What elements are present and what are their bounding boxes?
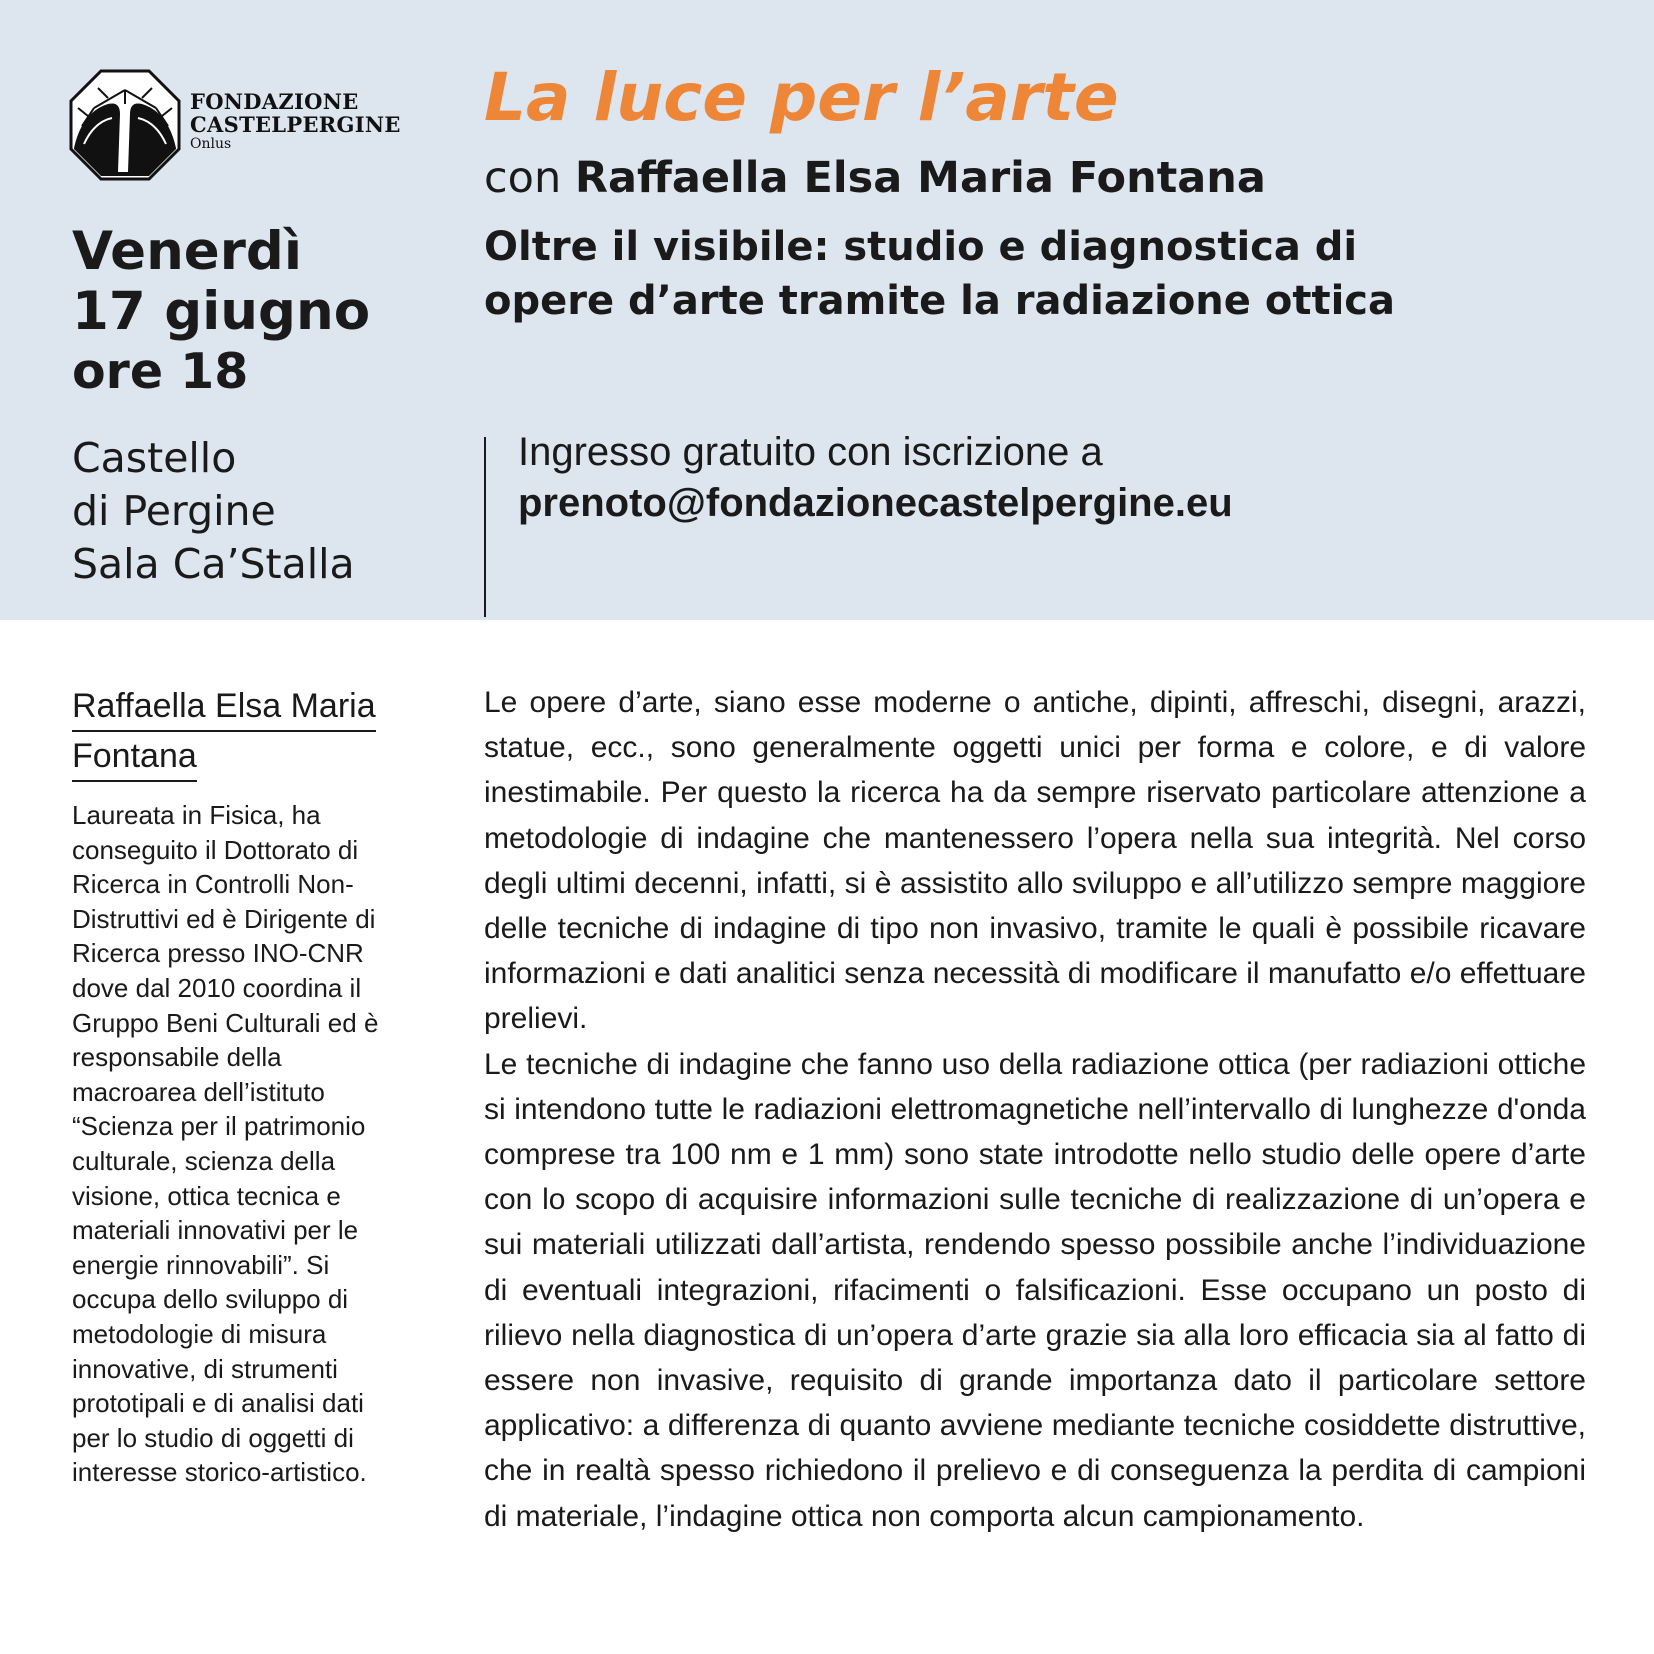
bio-name-line1: Raffaella Elsa Maria <box>72 684 376 732</box>
abstract-paragraph-2: Le tecniche di indagine che fanno uso della radiazione ottica (per radiazioni ottiche si intendono tutte le radiazioni elettromagnetiche nell’intervallo di lunghezze d'onda comprese tra 100 nm e 1 mm) sono state introdotte nello studio delle opere d’arte con lo scopo di acquisire informazioni sulle tecniche di realizzazione di un’opera e sui materiali utilizzati dall’artista, rendendo spesso possibile anche l’individuazione di eventuali integrazioni, rifacimenti o falsificazioni. Esse occupano un posto di rilievo nella diagnostica di un’opera d’arte grazie sia alla loro efficacia sia al fatto di essere non invasive, requisito di grande importanza dato il particolare settore applicativo: a differenza di quanto avviene mediante tecniche cosiddette distruttive, che in realtà spesso richiedono il prelievo e di conseguenza la perdita di campioni di materiale, l’indagine ottica non comporta alcun campionamento. <box>484 1047 1586 1533</box>
abstract-paragraph-1: Le opere d’arte, siano esse moderne o antiche, dipinti, affreschi, disegni, arazzi, statue, ecc., sono generalmente oggetti unici per forma e colore, e di valore inestimabile. Per questo la ricerca ha da sempre riservato particolare attenzione a metodologie di indagine che mantenessero l’opera nella sua integrità. Nel corso degli ultimi decenni, infatti, si è assistito allo sviluppo e all’utilizzo sempre maggiore delle tecniche di indagine di tipo non invasivo, tramite le quali è possibile ricavare informazioni e dati analitici senza necessità di modificare il manufatto e/o effettuare prelievi. <box>484 686 1586 1036</box>
speaker-bio <box>72 684 427 1490</box>
divider-line <box>484 437 486 617</box>
event-title: La luce per l’arte <box>484 59 1119 136</box>
registration-info <box>518 427 1233 529</box>
abstract <box>484 680 1586 1539</box>
speaker-name: Raffaella Elsa Maria Fontana <box>574 153 1266 203</box>
event-speaker <box>484 152 1266 204</box>
organization-name-line2: CASTELPERGINE <box>190 112 401 137</box>
subtitle-line1: Oltre il visibile: studio e diagnostica di <box>484 224 1358 270</box>
event-time: ore 18 <box>72 343 249 400</box>
venue-line3: Sala Ca’Stalla <box>72 540 355 588</box>
event-weekday: Venerdì <box>72 221 302 282</box>
speaker-prefix: con <box>484 153 575 203</box>
venue-line1: Castello <box>72 434 237 482</box>
registration-label: Ingresso gratuito con iscrizione a <box>518 430 1103 474</box>
castle-vault-logo-icon <box>68 68 182 182</box>
venue-line2: di Pergine <box>72 487 276 535</box>
event-venue <box>72 432 355 591</box>
registration-email[interactable]: prenoto@fondazionecastelpergine.eu <box>518 481 1233 525</box>
event-date <box>72 222 370 402</box>
organization-type: Onlus <box>190 136 232 152</box>
event-day-month: 17 giugno <box>72 281 371 342</box>
organization-logo <box>68 68 438 182</box>
organization-name <box>190 90 401 152</box>
bio-text: Laureata in Fisica, ha conseguito il Dottorato di Ricerca in Controlli Non- Distruttivi ed è Dirigente di Ricerca presso INO-CNR dove dal 2010 coordina il Gruppo Beni Culturali ed è responsabile della macroarea dell’istituto “Scienza per il patrimonio culturale, scienza della visione, ottica tecnica e materiali innovativi per le energie rinnovabili”. Si occupa dello sviluppo di metodologie di misura innovative, di strumenti prototipali e di analisi dati per lo studio di oggetti di interesse storico-artistico. <box>72 800 379 1488</box>
bio-name-line2: Fontana <box>72 734 197 782</box>
event-subtitle <box>484 220 1395 328</box>
subtitle-line2: opere d’arte tramite la radiazione ottica <box>484 278 1395 324</box>
organization-name-line1: FONDAZIONE <box>190 89 359 114</box>
